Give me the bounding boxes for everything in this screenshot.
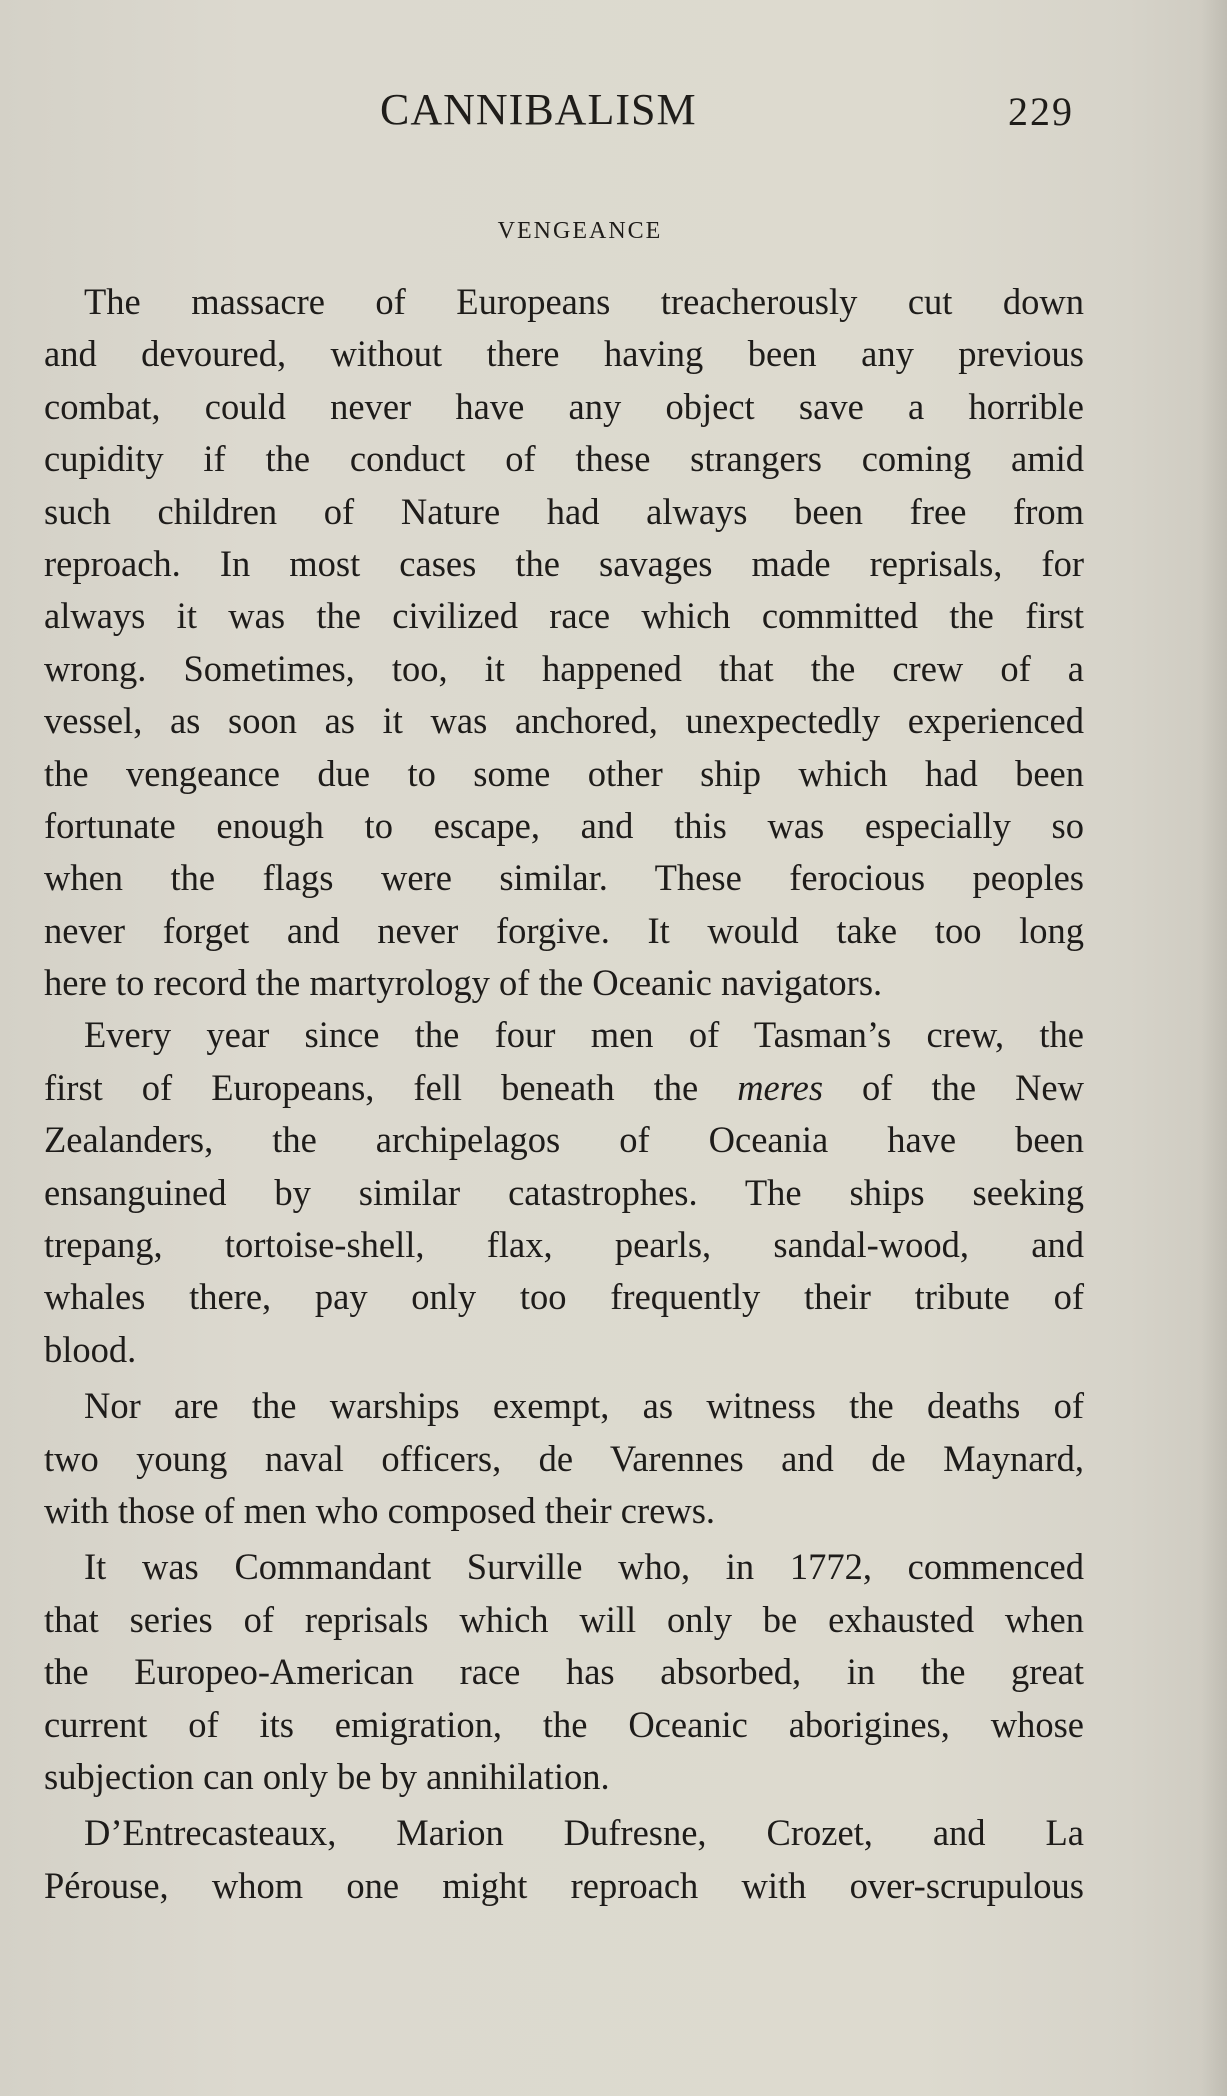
page-edge-shadow	[1201, 0, 1227, 2096]
section-title: VENGEANCE	[497, 218, 663, 244]
running-title: CANNIBALISM	[380, 85, 697, 134]
text-line: with those of men who composed their crews.	[44, 1489, 716, 1531]
text-line: always it was the civilized race which committed the first	[44, 595, 1084, 637]
page-number: 229	[1008, 89, 1074, 134]
text-line: and devoured, without there having been any previous	[44, 333, 1084, 375]
text-line: two young naval officers, de Varennes and de Maynard,	[44, 1437, 1084, 1479]
text-line: combat, could never have any object save a horrible	[44, 385, 1084, 427]
text-line: trepang, tortoise-shell, flax, pearls, sandal-wood, and	[44, 1224, 1084, 1266]
italic-word: meres	[737, 1066, 824, 1108]
text-line: ensanguined by similar catastrophes. The ships seeking	[44, 1171, 1084, 1213]
text-line: cupidity if the conduct of these strangers coming amid	[44, 438, 1084, 480]
text-line: reproach. In most cases the savages made reprisals, for	[44, 542, 1084, 584]
text-line: It was Commandant Surville who, in 1772, commenced	[84, 1546, 1084, 1588]
text-fragment: first of Europeans, fell beneath the	[44, 1066, 738, 1108]
body-text	[44, 276, 1084, 1912]
text-line: never forget and never forgive. It would take too long	[44, 909, 1084, 951]
text-line: fortunate enough to escape, and this was especially so	[44, 804, 1084, 846]
paragraph-5	[44, 1807, 1084, 1912]
text-line: when the flags were similar. These ferocious peoples	[44, 857, 1084, 899]
paragraph-2	[44, 1009, 1084, 1376]
text-line: Nor are the warships exempt, as witness the deaths of	[84, 1385, 1084, 1427]
text-line: D’Entrecasteaux, Marion Dufresne, Crozet, and La	[84, 1812, 1084, 1854]
text-line: subjection can only be by annihilation.	[44, 1755, 610, 1797]
text-line: vessel, as soon as it was anchored, unexpectedly experienced	[44, 700, 1084, 742]
paragraph-4	[44, 1541, 1084, 1803]
text-line: blood.	[44, 1328, 137, 1370]
text-line: whales there, pay only too frequently their tribute of	[44, 1276, 1084, 1318]
text-fragment: of the New	[823, 1066, 1084, 1108]
text-line: the vengeance due to some other ship which had been	[44, 752, 1084, 794]
text-line: such children of Nature had always been free from	[44, 490, 1084, 532]
text-line: here to record the martyrology of the Oceanic navigators.	[44, 962, 883, 1004]
text-line: the Europeo-American race has absorbed, in the great	[44, 1651, 1084, 1693]
text-line: wrong. Sometimes, too, it happened that the crew of a	[44, 647, 1084, 689]
text-line-with-italic	[44, 1062, 1084, 1114]
paragraph-3	[44, 1380, 1084, 1537]
text-line: that series of reprisals which will only be exhausted when	[44, 1598, 1084, 1640]
paragraph-1	[44, 276, 1084, 1009]
text-line: Pérouse, whom one might reproach with over-scrupulous	[44, 1864, 1084, 1906]
text-line: The massacre of Europeans treacherously cut down	[84, 281, 1084, 322]
text-line: Every year since the four men of Tasman’s crew, the	[84, 1014, 1084, 1056]
text-line: Zealanders, the archipelagos of Oceania have been	[44, 1119, 1084, 1161]
text-line: current of its emigration, the Oceanic aborigines, whose	[44, 1703, 1084, 1745]
